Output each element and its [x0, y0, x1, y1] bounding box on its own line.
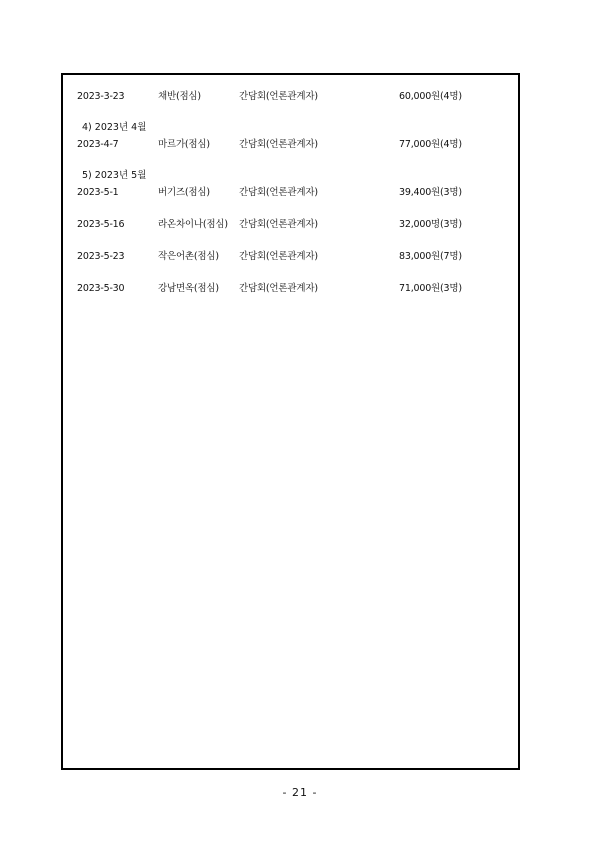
expense-date: 2023-5-23 [77, 251, 125, 262]
expense-row [63, 281, 518, 297]
expense-date: 2023-5-1 [77, 187, 119, 198]
expense-place: 버기즈(점심) [158, 187, 210, 198]
expense-amount: 32,000명(3명) [399, 219, 462, 230]
section-heading-april: 4) 2023년 4월 [82, 122, 147, 133]
expense-amount: 39,400원(3명) [399, 187, 462, 198]
document-frame [61, 73, 520, 770]
expense-purpose: 간담회(언론관계자) [239, 283, 318, 294]
expense-place: 마르가(점심) [158, 139, 210, 150]
expense-date: 2023-3-23 [77, 91, 125, 102]
expense-date: 2023-4-7 [77, 139, 119, 150]
expense-purpose: 간담회(언론관계자) [239, 251, 318, 262]
expense-row [63, 217, 518, 233]
expense-purpose: 간담회(언론관계자) [239, 219, 318, 230]
expense-amount: 71,000원(3명) [399, 283, 462, 294]
expense-purpose: 간담회(언론관계자) [239, 139, 318, 150]
expense-place: 작은어촌(점심) [158, 251, 219, 262]
expense-amount: 83,000원(7명) [399, 251, 462, 262]
expense-purpose: 간담회(언론관계자) [239, 91, 318, 102]
expense-row [63, 249, 518, 265]
expense-row [63, 137, 518, 153]
expense-place: 채반(점심) [158, 91, 201, 102]
page-number: - 21 - [282, 786, 318, 799]
expense-date: 2023-5-16 [77, 219, 125, 230]
section-heading-may: 5) 2023년 5월 [82, 170, 147, 181]
expense-purpose: 간담회(언론관계자) [239, 187, 318, 198]
expense-row [63, 89, 518, 105]
expense-amount: 60,000원(4명) [399, 91, 462, 102]
expense-amount: 77,000원(4명) [399, 139, 462, 150]
expense-row [63, 185, 518, 201]
expense-place: 강남면옥(점심) [158, 283, 219, 294]
expense-place: 라온차이나(점심) [158, 219, 228, 230]
expense-date: 2023-5-30 [77, 283, 125, 294]
